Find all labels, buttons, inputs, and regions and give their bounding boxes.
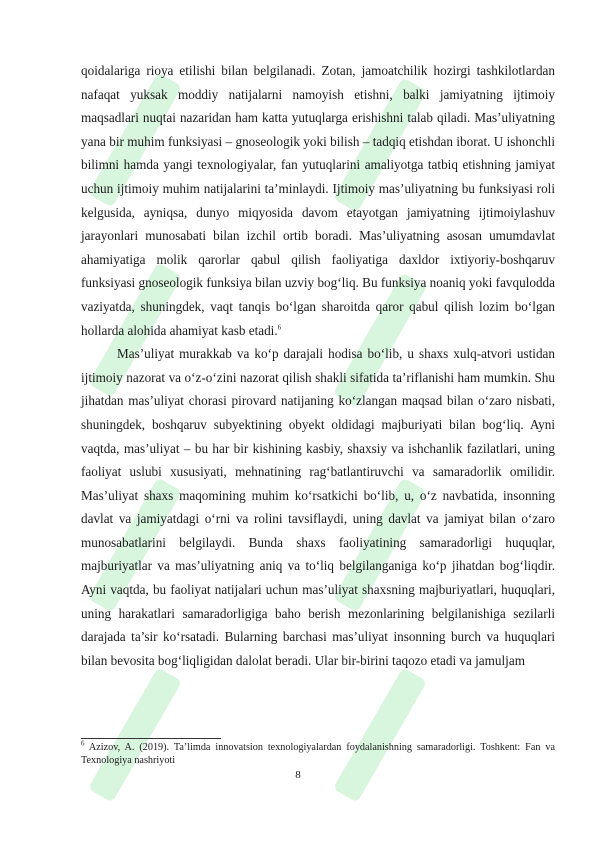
page-number: 8 (295, 769, 301, 781)
footnote-number: 6 (81, 739, 85, 748)
footnote-reference[interactable]: 6 (277, 323, 282, 332)
paragraph-1-text: qoidalariga rioya etilishi bilan belgilanadi. Zotan, jamoatchilik hozirgi tashkilotlardan nafaqat yuksak moddiy natijalarni namoyish etishni, balki jamiyatning ijtimoiy maqsadlari nuqtai nazaridan ham katta yutuqlarga erishishni talab qiladi. Mas’uliyatning yana bir muhim funksiyasi – gnoseologik yoki bilish – tadqiq etishdan iborat. U ishonchli bilimni hamda yangi texnologiyalar, fan yutuqlarini amaliyotga tatbiq etishning jamiyat uchun ijtimoiy muhim natijalarini ta’minlaydi. Ijtimoiy mas’uliyatning bu funksiyasi roli kelgusida, ayniqsa, dunyo miqyosida davom etayotgan jamiyatning ijtimoiylashuv jarayonlari munosabati bilan izchil ortib boradi. Mas’uliyatning asosan umumdavlat ahamiyatiga molik qarorlar qabul qilish faoliyatiga daxldor ixtiyoriy-boshqaruv funksiyasi gnoseologik funksiya bilan uzviy bog‘liq. Bu funksiya noaniq yoki favqulodda vaziyatda, shuningdek, vaqt tanqis bo‘lgan sharoitda qaror qabul qilish lozim bo‘lgan hollarda alohida ahamiyat kasb etadi. (81, 63, 555, 338)
footnote-divider (81, 738, 221, 739)
page-body (81, 59, 555, 672)
paragraph-1 (81, 59, 555, 342)
paragraph-2: Mas’uliyat murakkab va ko‘p darajali hodisa bo‘lib, u shaxs xulq-atvori ustidan ijtimoiy nazorat va o‘z-o‘zini nazorat qilish shakli sifatida ta’riflanishi ham mumkin. Shu jihatdan mas’uliyat chorasi pirovard natijaning ko‘zlangan maqsad bilan o‘zaro nisbati, shuningdek, boshqaruv subyektining obyekt oldidagi majburiyati bilan bog‘liq. Ayni vaqtda, mas’uliyat – bu har bir kishining kasbiy, shaxsiy va ishchanlik fazilatlari, uning faoliyat uslubi xususiyati, mehnatining rag‘batlantiruvchi va samaradorlik omilidir. Mas’uliyat shaxs maqomining muhim ko‘rsatkichi bo‘lib, u, o‘z navbatida, insonning davlat va jamiyatdagi o‘rni va rolini tavsiflaydi, uning davlat va jamiyat bilan o‘zaro munosabatlarini belgilaydi. Bunda shaxs faoliyatining samaradorligi huquqlar, majburiyatlar va mas’uliyatning aniq va to‘liq belgilanganiga ko‘p jihatdan bog‘liqdir. Ayni vaqtda, bu faoliyat natijalari uchun mas’uliyat shaxsning majburiyatlari, huquqlari, uning harakatlari samaradorligiga baho berish mezonlarining belgilanishiga sezilarli darajada ta’sir ko‘rsatadi. Bularning barchasi mas’uliyat insonning burch va huquqlari bilan bevosita bog‘liqligidan dalolat beradi. Ular bir-birini taqozo etadi va jamuljam (81, 346, 555, 668)
footnote-text: Azizov, A. (2019). Ta’limda innovatsion texnologiyalardan foydalanishning samaradorligi. Toshkent: Fan va Texnologiya nashriyoti (81, 742, 555, 767)
footnote (81, 741, 555, 767)
